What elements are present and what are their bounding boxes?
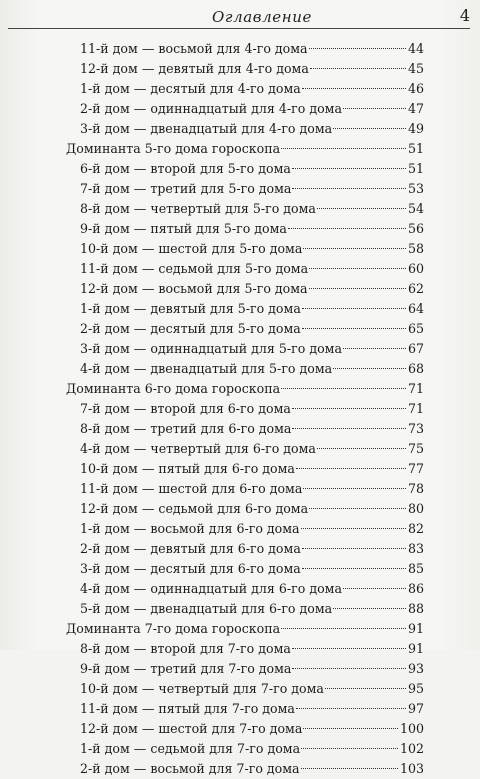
toc-entry-page: 91 [407,621,424,636]
dot-leader [317,448,406,449]
dot-leader [292,408,406,409]
toc-entry-label: 6-й дом — второй для 5-го дома [80,161,291,176]
toc-entry-page: 100 [399,721,424,736]
toc-entry-label: 4-й дом — одиннадцатый для 6-го дома [80,581,342,596]
dot-leader [302,328,406,329]
dot-leader [333,128,406,129]
toc-entry-page: 54 [407,201,424,216]
dot-leader [333,608,406,609]
toc-entry [80,159,424,179]
toc-entry-page: 53 [407,181,424,196]
toc-entry [80,459,424,479]
dot-leader [296,468,406,469]
toc-entry [80,739,424,759]
toc-entry-label: 9-й дом — пятый для 5-го дома [80,221,287,236]
toc-entry-label: 3-й дом — одиннадцатый для 5-го дома [80,341,342,356]
toc-entry-label: 3-й дом — двенадцатый для 4-го дома [80,121,333,136]
toc-entry [80,99,424,119]
dot-leader [302,548,406,549]
toc-entry-page: 102 [399,741,424,756]
toc-entry-label: 10-й дом — пятый для 6-го дома [80,461,295,476]
toc-entry-label: 11-й дом — шестой для 6-го дома [80,481,303,496]
toc-entry-page: 46 [407,81,424,96]
dot-leader [281,148,406,149]
toc-entry-page: 56 [407,221,424,236]
toc-entry [80,399,424,419]
toc-entry-page: 93 [407,661,424,676]
toc-entry [80,199,424,219]
toc-entry [80,239,424,259]
dot-leader [301,528,406,529]
dot-leader [309,268,406,269]
toc-entry [80,179,424,199]
dot-leader [343,348,406,349]
dot-leader [292,668,406,669]
toc-entry-label: 5-й дом — двенадцатый для 6-го дома [80,601,333,616]
dot-leader [317,208,406,209]
page-number: 4 [459,6,470,25]
toc-entry-page: 67 [407,341,424,356]
toc-entry-label: 3-й дом — десятый для 6-го дома [80,561,301,576]
toc-entry [80,659,424,679]
dot-leader [310,68,406,69]
toc-entry-page: 51 [407,161,424,176]
toc-entry-page: 82 [407,521,424,536]
dot-leader [309,48,406,49]
toc-entry [80,759,424,779]
dot-leader [302,88,406,89]
toc-entry [80,319,424,339]
toc-entry [80,279,424,299]
toc-entry-label: 2-й дом — одиннадцатый для 4-го дома [80,101,342,116]
toc-entry-label: 12-й дом — восьмой для 5-го дома [80,281,308,296]
toc-entry-label: 7-й дом — второй для 6-го дома [80,401,291,416]
toc-entry-label: 8-й дом — четвертый для 5-го дома [80,201,316,216]
toc-entry-page: 71 [407,381,424,396]
toc-entry-label: 12-й дом — девятый для 4-го дома [80,61,309,76]
toc-entry [80,519,424,539]
dot-leader [333,368,406,369]
toc-entry [80,559,424,579]
dot-leader [281,388,406,389]
dot-leader [303,488,406,489]
toc-entry-page: 86 [407,581,424,596]
toc-entry-label: 9-й дом — третий для 7-го дома [80,661,292,676]
dot-leader [343,108,406,109]
dot-leader [301,768,398,769]
toc-entry-label: 10-й дом — четвертый для 7-го дома [80,681,324,696]
toc-entry-page: 68 [407,361,424,376]
toc-section-entry [66,619,424,639]
toc-entry-label: Доминанта 7-го дома гороскопа [66,621,281,636]
toc-entry-page: 62 [407,281,424,296]
toc-entry-label: 8-й дом — третий для 6-го дома [80,421,292,436]
dot-leader [288,228,406,229]
toc-entry-label: 4-й дом — четвертый для 6-го дома [80,441,316,456]
dot-leader [281,628,406,629]
dot-leader [301,748,398,749]
toc-entry [80,359,424,379]
toc-entry-label: Доминанта 6-го дома гороскопа [66,381,281,396]
toc-entry [80,499,424,519]
toc-entry-label: 2-й дом — десятый для 5-го дома [80,321,301,336]
dot-leader [303,728,398,729]
toc-entry-page: 103 [399,761,424,776]
toc-entry-page: 65 [407,321,424,336]
toc-entry-label: 2-й дом — восьмой для 7-го дома [80,761,300,776]
toc-entry [80,59,424,79]
toc-section-entry [66,379,424,399]
dot-leader [302,308,406,309]
toc-section-entry [66,139,424,159]
dot-leader [296,708,406,709]
dot-leader [292,428,406,429]
toc-entry [80,579,424,599]
toc-entry [80,719,424,739]
header-title: Оглавление [212,8,312,26]
toc-entry-label: 4-й дом — двенадцатый для 5-го дома [80,361,333,376]
toc-entry-page: 78 [407,481,424,496]
toc-entry-label: 2-й дом — девятый для 6-го дома [80,541,301,556]
toc-entry-page: 71 [407,401,424,416]
dot-leader [302,568,406,569]
toc-entry-page: 45 [407,61,424,76]
toc-entry-page: 83 [407,541,424,556]
toc-entry-page: 80 [407,501,424,516]
toc-entry [80,699,424,719]
dot-leader [325,688,406,689]
toc-entry-page: 75 [407,441,424,456]
toc-entry [80,599,424,619]
toc-entry [80,679,424,699]
toc-entry [80,79,424,99]
toc-entry-page: 95 [407,681,424,696]
dot-leader [292,188,406,189]
toc-entry [80,539,424,559]
toc-entry-label: 1-й дом — седьмой для 7-го дома [80,741,301,756]
dot-leader [343,588,406,589]
toc-entry-page: 77 [407,461,424,476]
toc-entry [80,219,424,239]
toc-entry-label: 11-й дом — седьмой для 5-го дома [80,261,309,276]
toc-entry-page: 49 [407,121,424,136]
dot-leader [292,168,406,169]
dot-leader [303,248,406,249]
toc-entry [80,419,424,439]
toc-entry [80,259,424,279]
toc-entry-label: 12-й дом — седьмой для 6-го дома [80,501,309,516]
toc-entry-label: Доминанта 5-го дома гороскопа [66,141,281,156]
toc-entry-page: 73 [407,421,424,436]
toc-entry-page: 51 [407,141,424,156]
toc-entry-label: 1-й дом — восьмой для 6-го дома [80,521,300,536]
toc-entry-page: 47 [407,101,424,116]
toc-entry [80,299,424,319]
toc-entry-label: 11-й дом — восьмой для 4-го дома [80,41,308,56]
toc-entry-page: 58 [407,241,424,256]
toc-entry-label: 1-й дом — десятый для 4-го дома [80,81,301,96]
toc-entry-page: 64 [407,301,424,316]
toc-entry-page: 60 [407,261,424,276]
toc-entry-page: 91 [407,641,424,656]
toc-entry-label: 10-й дом — шестой для 5-го дома [80,241,303,256]
running-header [8,6,470,29]
toc-entry-page: 97 [407,701,424,716]
toc-entry-label: 7-й дом — третий для 5-го дома [80,181,292,196]
toc-entry-page: 85 [407,561,424,576]
toc-entry [80,479,424,499]
toc-entry [80,39,424,59]
toc-entry-label: 12-й дом — шестой для 7-го дома [80,721,303,736]
toc-entry-label: 1-й дом — девятый для 5-го дома [80,301,301,316]
dot-leader [309,288,406,289]
dot-leader [292,648,406,649]
toc-entry [80,639,424,659]
toc-entry-page: 88 [407,601,424,616]
toc-entry-label: 11-й дом — пятый для 7-го дома [80,701,295,716]
toc-entry-page: 44 [407,41,424,56]
dot-leader [309,508,406,509]
toc-entry [80,339,424,359]
toc-entry [80,119,424,139]
toc-entry [80,439,424,459]
toc-entry-label: 8-й дом — второй для 7-го дома [80,641,291,656]
